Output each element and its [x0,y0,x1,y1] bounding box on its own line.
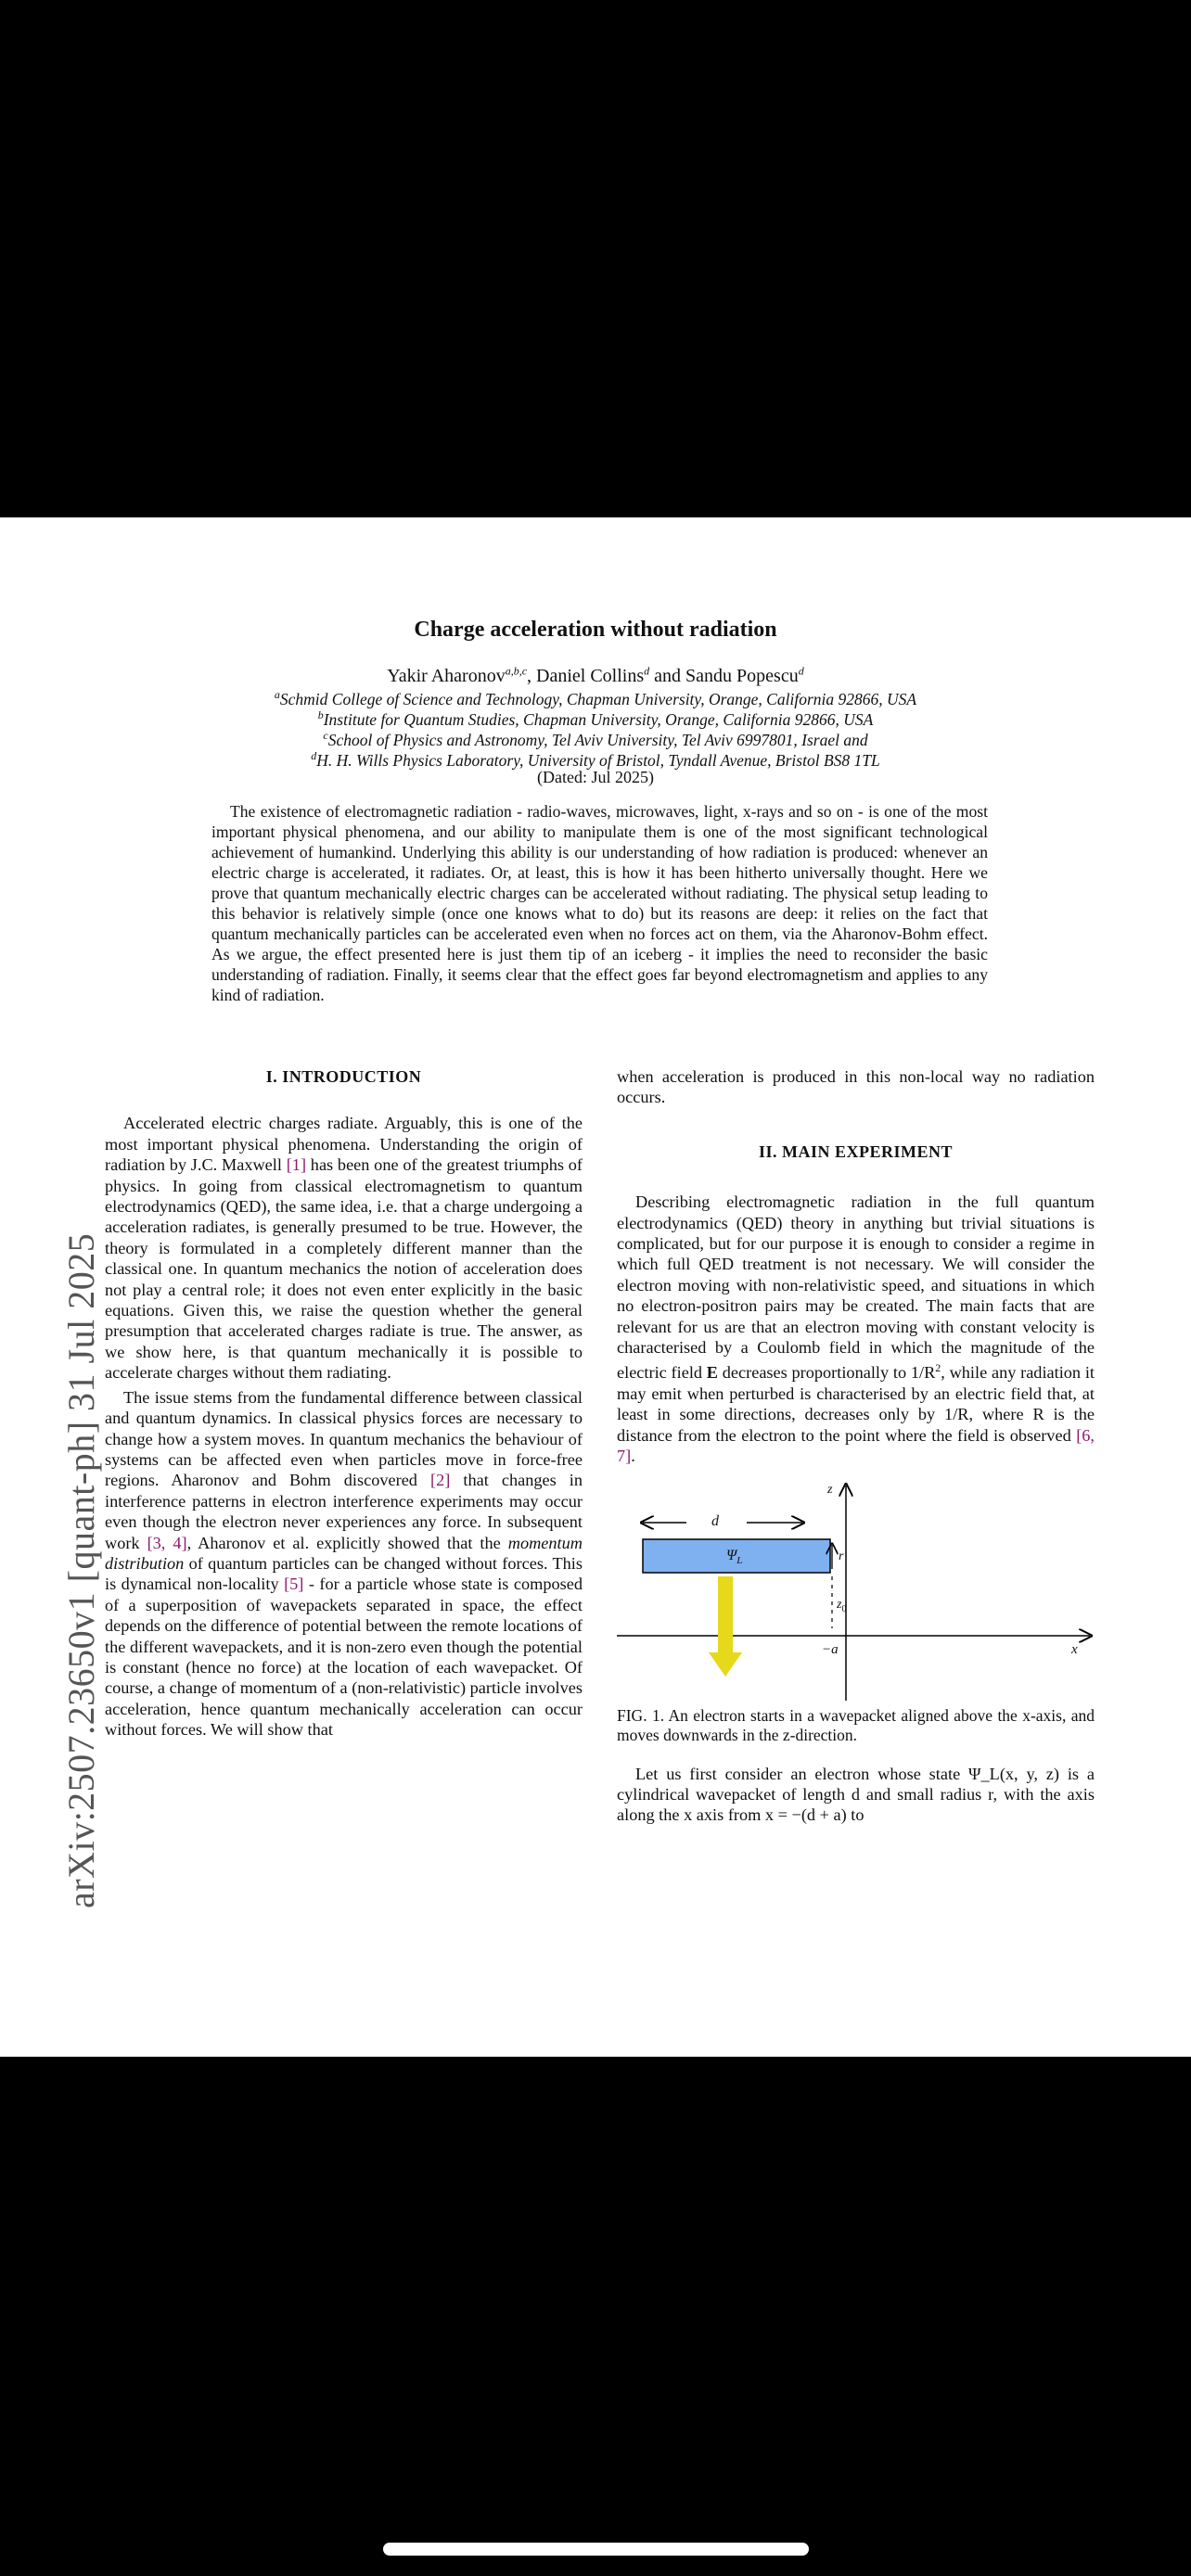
main-paragraph-2: Let us first consider an electron whose state Ψ_L(x, y, z) is a cylindrical wavepacket of length d and small radius r, with the axis along the x axis from x = −(d + a) to [617,1764,1095,1825]
motion-arrow-shaft [718,1576,733,1656]
citation-link[interactable]: [6, 7] [617,1425,1095,1466]
label-r: r [839,1549,844,1563]
section-heading-main-experiment: II. MAIN EXPERIMENT [758,1141,953,1161]
motion-arrow-head [709,1652,742,1677]
affiliation-c: $^c$School of Physics and Astronomy, Tel Aviv University, Tel Aviv 6997801, Israel and [323,729,868,749]
label-neg-a: −a [822,1641,839,1657]
paper-page [0,517,1191,2057]
author-1: Yakir Aharonov$^{a,b,c}$, [387,664,537,686]
author-3: Sandu Popescu$^d$ [685,664,804,686]
right-column [617,1066,1095,1830]
abstract: The existence of electromagnetic radiation - radio-waves, microwaves, light, x-rays and so on - is one of the most important physical phenomena, and our ability to manipulate them is one of the most significant technological achievement of humankind. Underlying this ability is our understanding of how radiation is produced: whenever an electric charge is accelerated, it radiates. Or, at least, this is how it has been hitherto universally thought. Here we prove that quantum mechanically electric charges can be accelerated without radiating. The physical setup leading to this behavior is relatively simple (once one knows what to do) but its reasons are deep: it relies on the fact that quantum mechanically particles can be accelerated even when no forces act on them, via the Aharonov-Bohm effect. As we argue, the effect presented here is just them tip of an iceberg - it implies the need to reconsider the basic understanding of radiation. Finally, it seems clear that the effect goes far beyond electromagnetism and applies to any kind of radiation. [211,802,988,1004]
arxiv-identifier: arXiv:2507.23650v1 [quant-ph] 31 Jul 2025 [60,1232,102,1908]
paper-title: Charge acceleration without radiation [414,618,777,642]
affiliation-d: $^d$H. H. Wills Physics Laboratory, University of Bristol, Tyndall Avenue, Bristol BS8 1TL [311,749,880,770]
intro-continuation: when acceleration is produced in this non-local way no radiation occurs. [617,1067,1095,1107]
intro-paragraph-2: The issue stems from the fundamental difference between classical and quantum dynamics. In classical physics forces are necessary to change how a system moves. In quantum mechanics the behaviour of systems can be affected even when particles move in force-free regions. Aharonov and Bohm discovered [2] that changes in interference patterns in electron interference experiments may occur even though the electron never experiences any force. In subsequent work [3, 4], Aharonov et al. explicitly showed that the momentum distribution of quantum particles can be changed without forces. This is dynamical non-locality [5] - for a particle whose state is composed of a superposition of wavepackets separated in space, the effect depends on the difference of potential between the remote locations of the different wavepackets, and it is non-zero even though the potential is constant (hence no force) at the location of each wavepacket. Of course, a change of momentum of a (non-relativistic) particle involves acceleration, hence quantum mechanically acceleration can occur without forces. We will show that [105,1387,583,1740]
label-psi: $\Psi_L$ [726,1547,743,1566]
left-column [105,1066,583,1744]
citation-link[interactable]: [5] [284,1575,304,1594]
author-2: Daniel Collins$^d$ and [536,664,686,686]
citation-link[interactable]: [3, 4] [147,1533,187,1552]
figure-1-diagram [617,1480,1095,1702]
citation-link[interactable]: [2] [430,1471,451,1490]
section-heading-introduction: I. INTRODUCTION [265,1067,422,1086]
main-paragraph-1: Describing electromagnetic radiation in the full quantum electrodynamics (QED) theory in anything but trivial situations is complicated, but for our purpose it is enough to consider a regime in which full QED treatment is not necessary. We will consider the electron moving with non-relativistic speed, and situations in which no electron-positron pairs may be created. The main facts that are relevant for us are that an electron moving with constant velocity is characterised by a Coulomb field in which the magnitude of the electric field E decreases proportionally to $1/R^2$, while any radiation it may emit when perturbed is characterised by an electric field that, at least in some directions, decreases only by 1/R, where R is the distance from the electron to the point where the field is observed [6, 7]. [617,1192,1095,1466]
home-indicator[interactable] [383,2543,809,2556]
affiliation-b: $^b$Institute for Quantum Studies, Chapman University, Orange, California 92866, USA [317,708,874,729]
author-list [0,664,1191,687]
label-x-axis: x [1071,1641,1078,1657]
intro-paragraph-1: Accelerated electric charges radiate. Arguably, this is one of the most important physical phenomena. Understanding the origin of radiation by J.C. Maxwell [1] has been one of the greatest triumphs of physics. In going from classical electromagnetism to quantum electrodynamics (QED), the same idea, i.e. that a charge undergoing a acceleration radiates, is generally presumed to be true. However, the theory is formulated in a completely different manner than the classical one. In quantum mechanics the notion of acceleration does not play a central role; it does not even enter explicitly in the basic equations. Given this, we raise the question whether the general presumption that accelerated charges radiate is true. The answer, as we show here, is that quantum mechanically it is possible to accelerate charges without them radiating. [105,1114,583,1383]
figure-1 [617,1480,1095,1702]
affiliation-a: $^a$Schmid College of Science and Technology, Chapman University, Orange, California 92866, USA [274,688,917,708]
dated-line: (Dated: Jul 2025) [537,768,654,786]
label-z-axis: z [827,1482,833,1497]
label-z0: $z_0$ [837,1597,847,1614]
figure-1-caption: FIG. 1. An electron starts in a wavepacket aligned above the x-axis, and moves downwards in the z-direction. [617,1705,1095,1744]
label-d: d [711,1512,719,1529]
citation-link[interactable]: [1] [286,1155,307,1175]
